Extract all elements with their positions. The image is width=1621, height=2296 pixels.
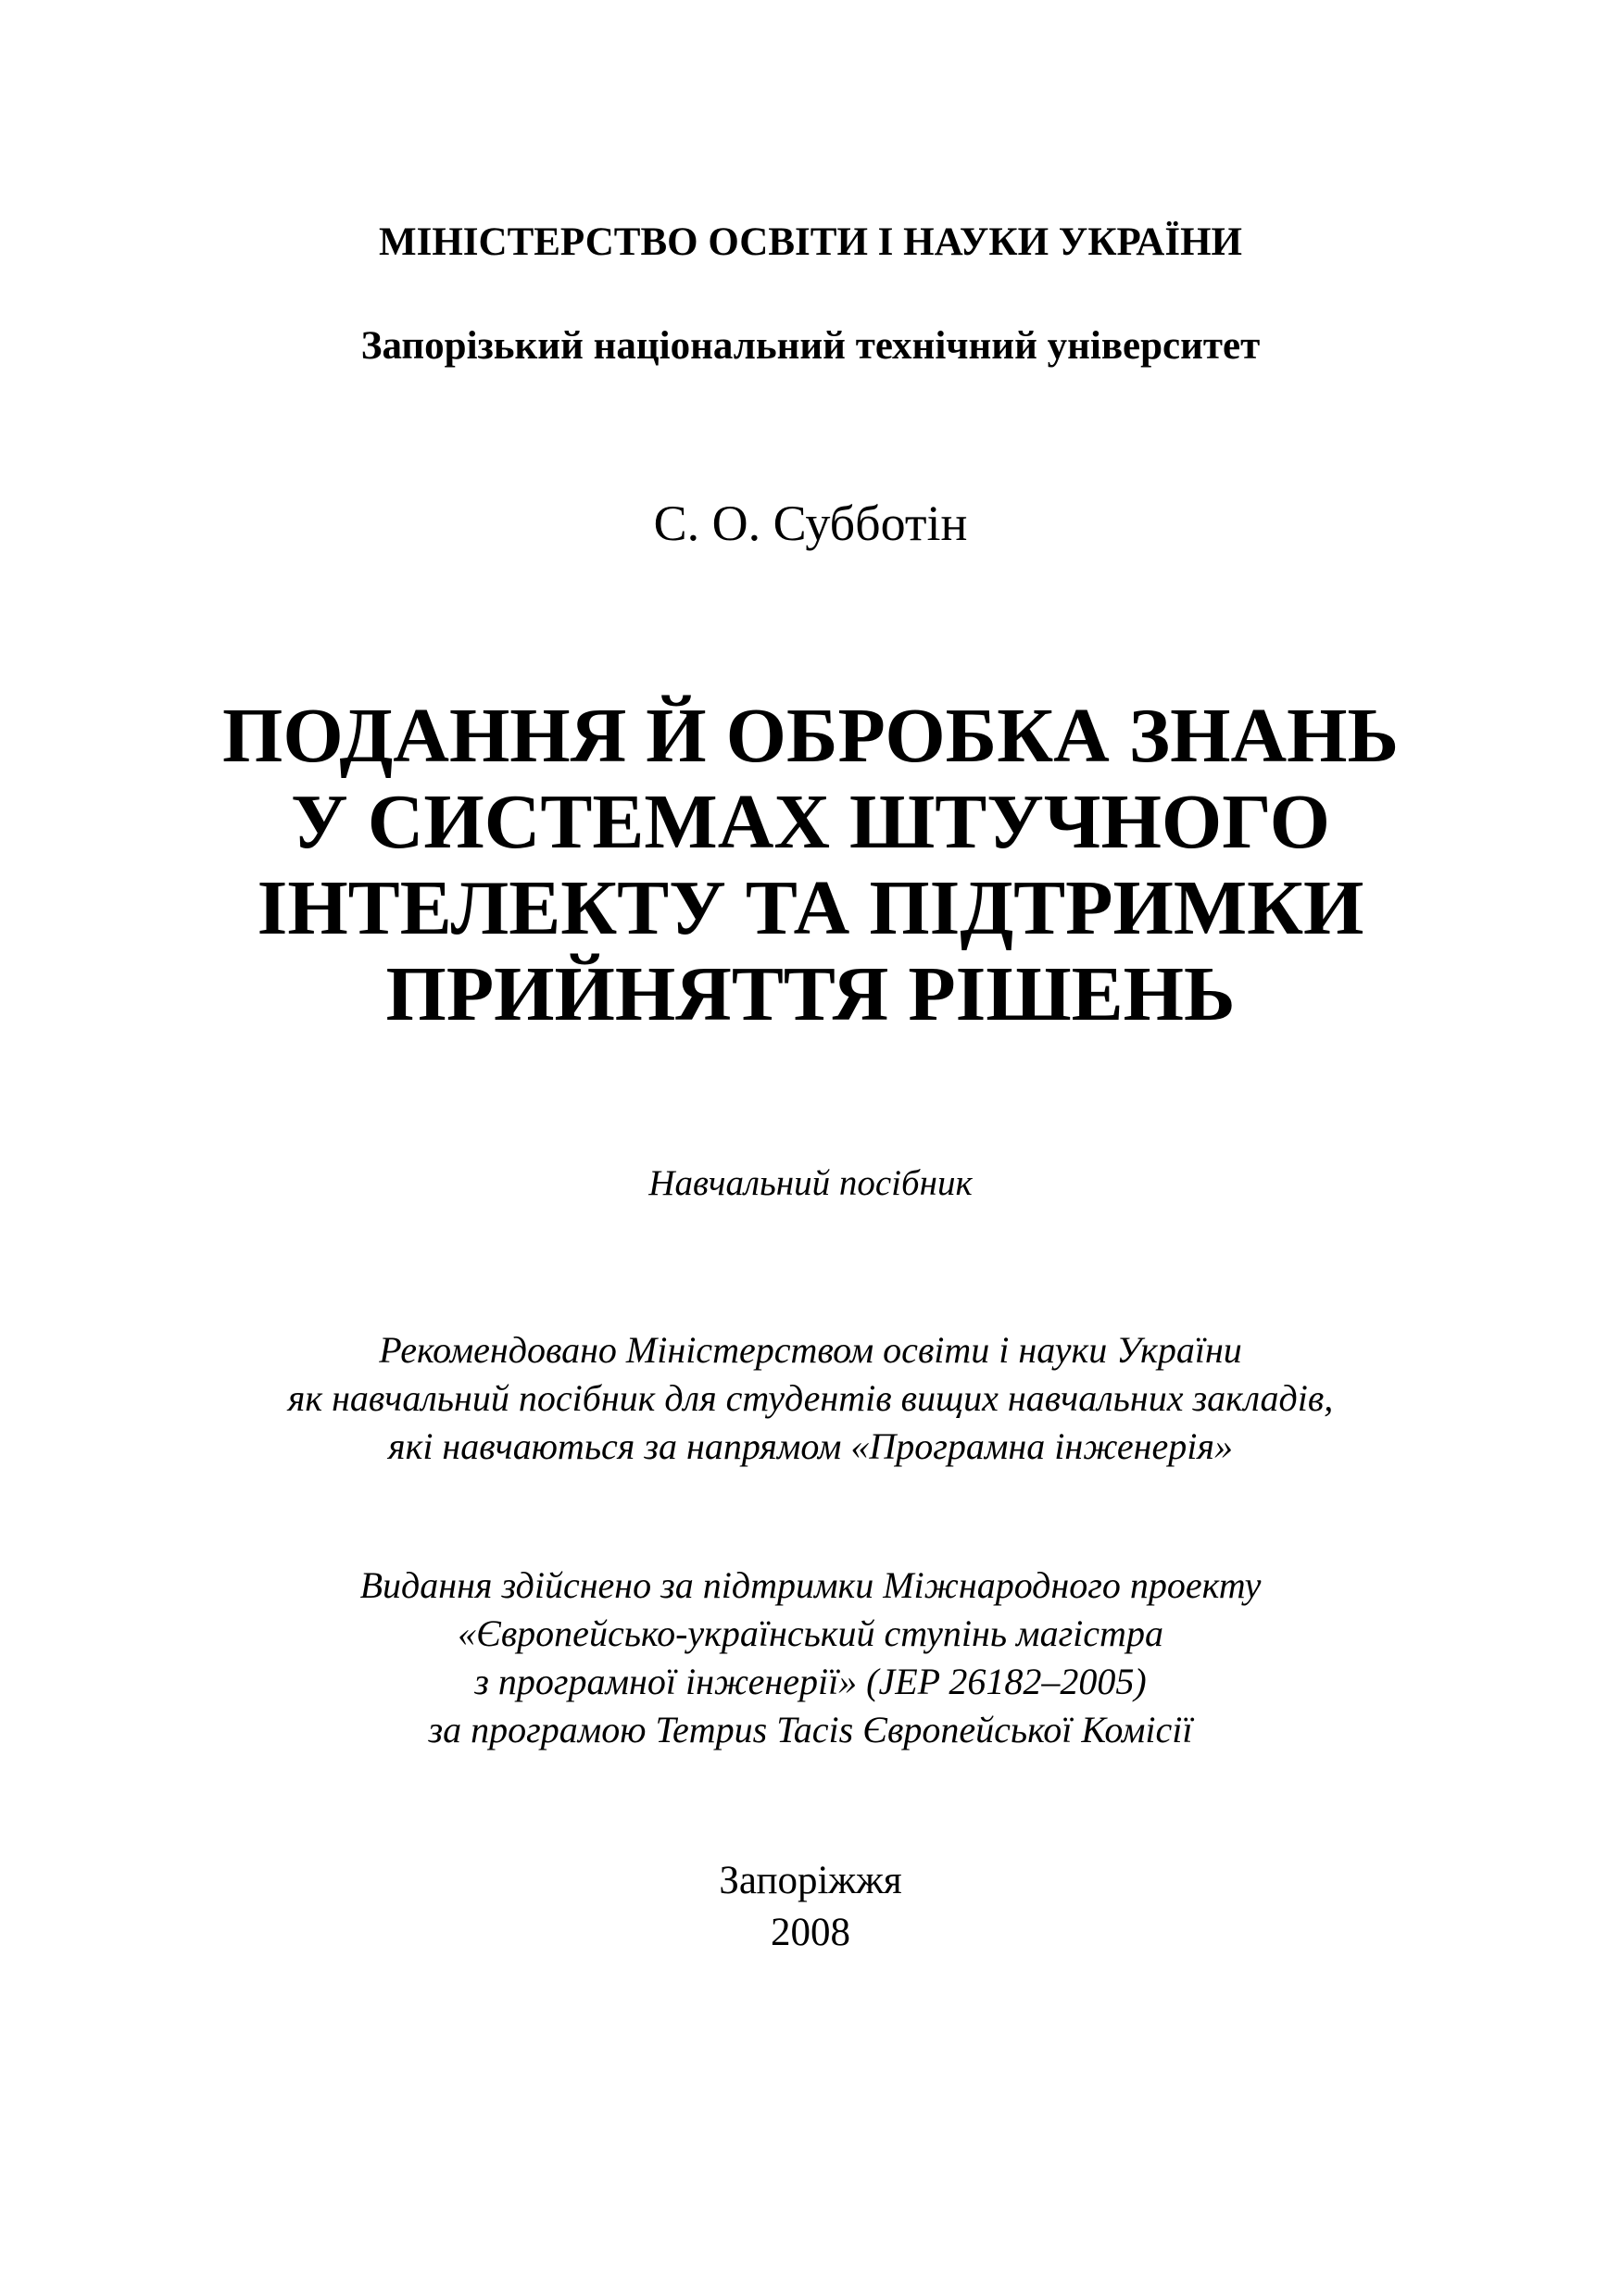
title-line-2: У СИСТЕМАХ ШТУЧНОГО	[291, 779, 1330, 865]
publication-line-1: Видання здійснено за підтримки Міжнародного проекту	[359, 1564, 1262, 1606]
title-line-4: ПРИЙНЯТТЯ РІШЕНЬ	[385, 951, 1236, 1037]
title-line-1: ПОДАННЯ Й ОБРОБКА ЗНАНЬ	[222, 693, 1399, 779]
recommendation-note	[0, 1326, 1621, 1471]
book-type: Навчальний посібник	[648, 1163, 973, 1203]
publication-line-2: «Європейсько-український ступінь магістра	[458, 1612, 1163, 1654]
recommendation-line-2: як навчальний посібник для студентів вищих навчальних закладів,	[287, 1377, 1334, 1419]
publication-line-4: за програмою Tempus Tacis Європейської Комісії	[428, 1709, 1193, 1750]
ministry-heading: МІНІСТЕРСТВО ОСВІТИ І НАУКИ УКРАЇНИ	[379, 220, 1242, 264]
book-title	[0, 693, 1621, 1037]
publication-city: Запоріжжя	[719, 1859, 902, 1902]
recommendation-line-1: Рекомендовано Міністерством освіти і науки України	[379, 1329, 1242, 1371]
university-name: Запорізький національний технічний університет	[360, 324, 1261, 368]
recommendation-line-3: які навчаються за напрямом «Програмна інженерія»	[388, 1425, 1233, 1467]
publication-line-3: з програмної інженерії» (JEP 26182–2005)	[474, 1661, 1147, 1702]
publication-year: 2008	[771, 1911, 850, 1954]
title-line-3: ІНТЕЛЕКТУ ТА ПІДТРИМКИ	[257, 865, 1364, 951]
author-name: С. О. Субботін	[653, 496, 968, 551]
publication-note	[0, 1562, 1621, 1754]
